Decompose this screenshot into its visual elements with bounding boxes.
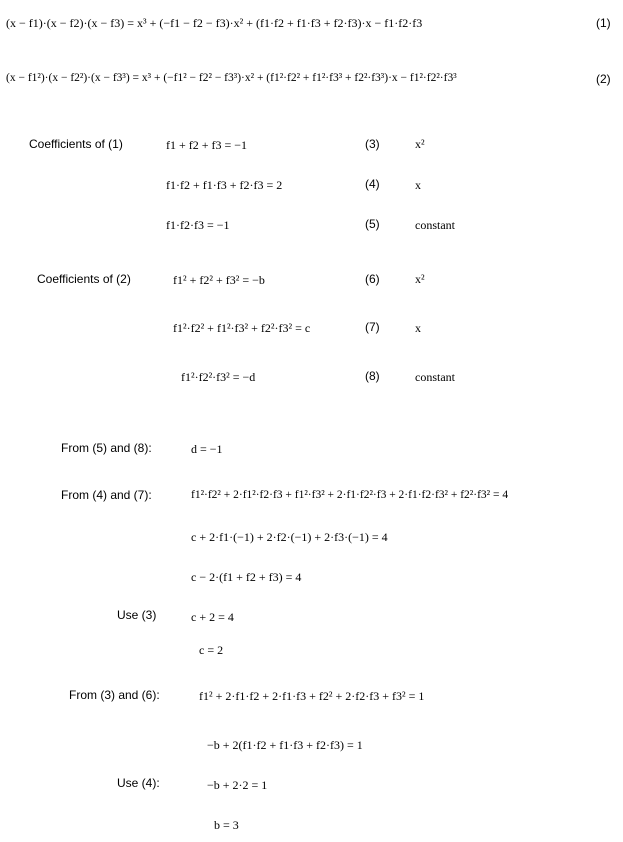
step-b: c − 2·(f1 + f2 + f3) = 4 (191, 570, 302, 584)
coefficients-2-label: Coefficients of (2) (37, 272, 131, 286)
use-3-label: Use (3) (117, 608, 157, 622)
from-3-6-label: From (3) and (6): (69, 688, 160, 702)
coefficients-1-label: Coefficients of (1) (29, 137, 123, 151)
step-c: c + 2 = 4 (191, 610, 234, 624)
equation-2: (x − f1²)·(x − f2²)·(x − f3³) = x³ + (−f1² − f2² − f3³)·x² + (f1²·f2² + f1²·f3³ + f2²·f3³)·x − f1²·f2²·f3³ (6, 72, 457, 84)
coeff-row-6-expr: f1² + f2² + f3² = −b (173, 273, 265, 287)
from-5-8-label: From (5) and (8): (61, 441, 152, 455)
coeff-row-4-number: (4) (365, 177, 380, 191)
coeff-row-3-expr: f1 + f2 + f3 = −1 (166, 138, 248, 152)
coeff-row-7-number: (7) (365, 320, 380, 334)
coeff-row-4-term: x (415, 178, 421, 192)
from-4-7-expr: f1²·f2² + 2·f1²·f2·f3 + f1²·f3² + 2·f1·f2²·f3 + 2·f1·f2·f3² + f2²·f3² = 4 (191, 489, 509, 501)
step-e: −b + 2(f1·f2 + f1·f3 + f2·f3) = 1 (207, 738, 363, 752)
coeff-row-4-expr: f1·f2 + f1·f3 + f2·f3 = 2 (166, 178, 283, 192)
coeff-row-7-expr: f1²·f2² + f1²·f3² + f2²·f3² = c (173, 321, 311, 335)
coeff-row-5-number: (5) (365, 217, 380, 231)
coeff-row-8-term: constant (415, 370, 455, 384)
from-3-6-expr: f1² + 2·f1·f2 + 2·f1·f3 + f2² + 2·f2·f3 + f3² = 1 (199, 689, 425, 703)
equation-1-number: (1) (596, 16, 611, 30)
coeff-row-7-term: x (415, 321, 421, 335)
coeff-row-3-term: x² (415, 137, 425, 151)
coeff-row-5-term: constant (415, 218, 455, 232)
step-a: c + 2·f1·(−1) + 2·f2·(−1) + 2·f3·(−1) = 4 (191, 530, 388, 544)
coeff-row-6-term: x² (415, 272, 425, 286)
coeff-row-3-number: (3) (365, 137, 380, 151)
use-4-label: Use (4): (117, 776, 160, 790)
coeff-row-5-expr: f1·f2·f3 = −1 (166, 218, 230, 232)
coeff-row-8-number: (8) (365, 369, 380, 383)
equation-1: (x − f1)·(x − f2)·(x − f3) = x³ + (−f1 − f2 − f3)·x² + (f1·f2 + f1·f3 + f2·f3)·x − f1·f2·f3 (6, 16, 423, 30)
step-d: c = 2 (199, 643, 224, 657)
coeff-row-8-expr: f1²·f2²·f3² = −d (181, 370, 256, 384)
equation-2-number: (2) (596, 72, 611, 86)
from-5-8-expr: d = −1 (191, 442, 223, 456)
step-f: −b + 2·2 = 1 (207, 778, 268, 792)
step-g: b = 3 (214, 818, 239, 832)
coeff-row-6-number: (6) (365, 272, 380, 286)
from-4-7-label: From (4) and (7): (61, 488, 152, 502)
